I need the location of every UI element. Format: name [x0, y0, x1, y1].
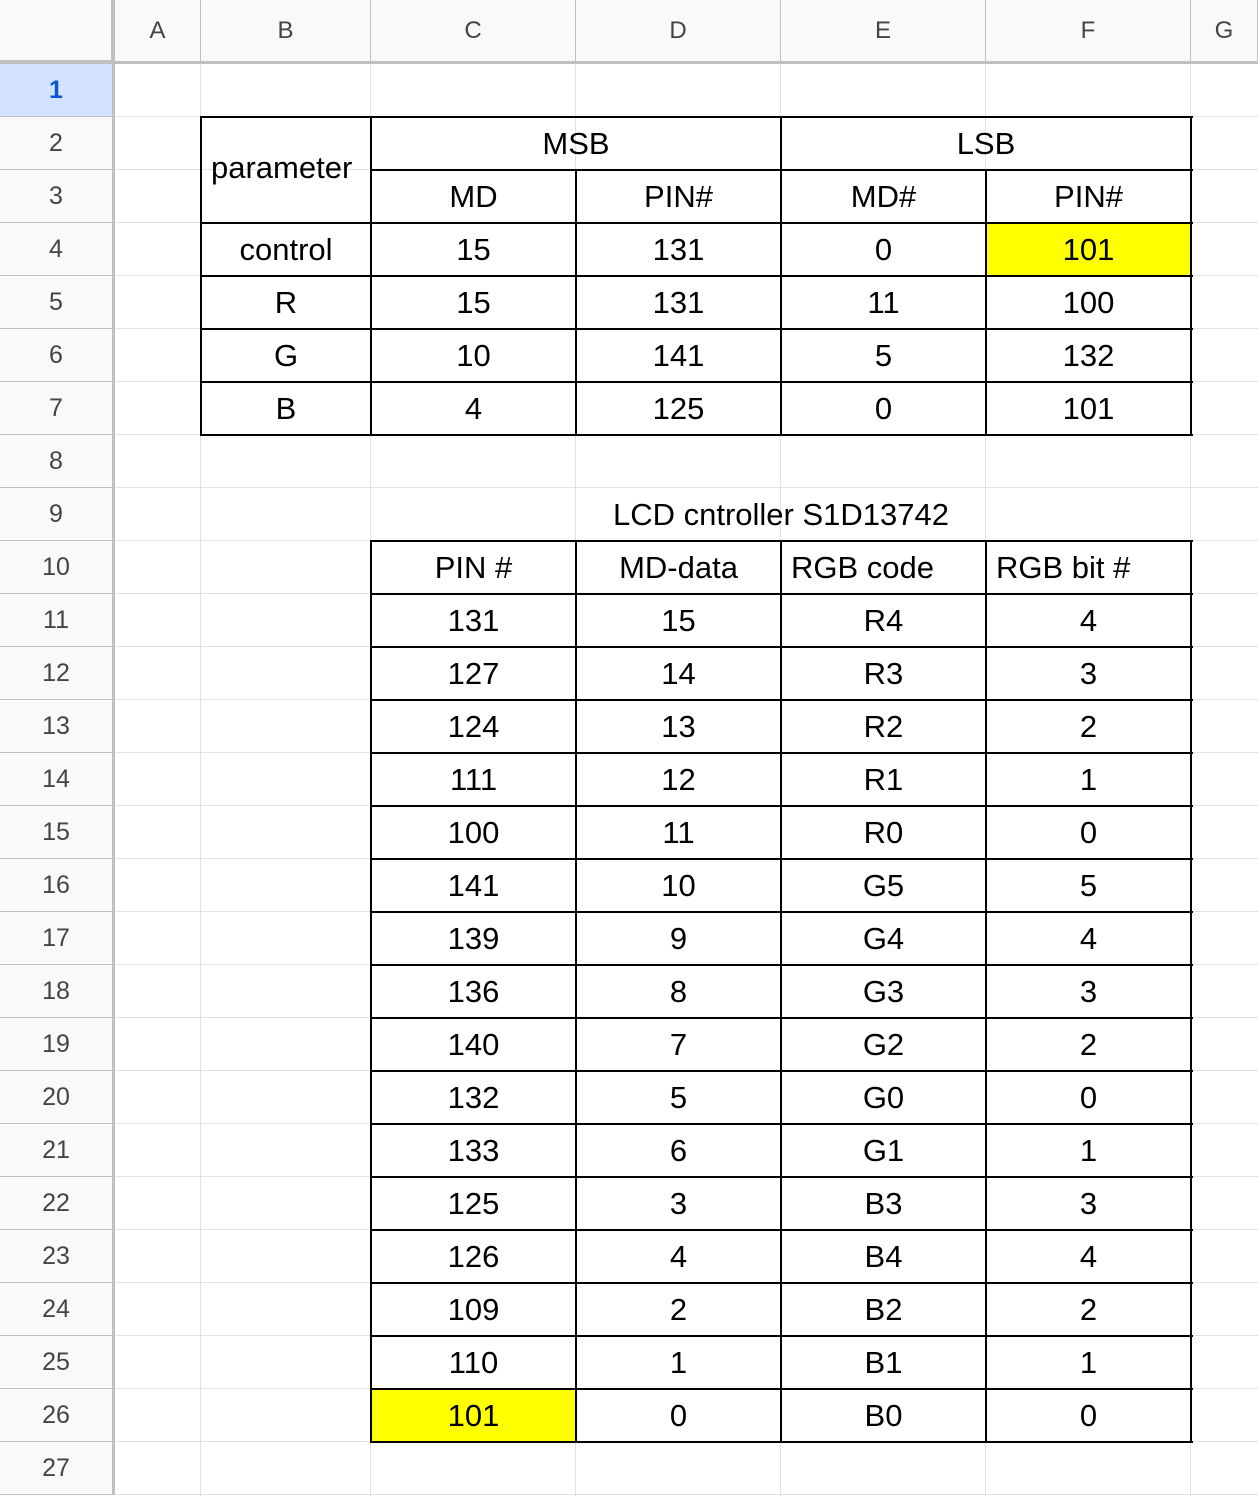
- table2-cell[interactable]: 1: [669, 1344, 688, 1380]
- row-header-5[interactable]: 5: [0, 276, 115, 329]
- table1-cell[interactable]: 4: [464, 390, 483, 426]
- table1-parameter-header[interactable]: parameter: [211, 150, 353, 185]
- table1-subheader-md[interactable]: MD: [449, 178, 498, 214]
- cell-border: [371, 1229, 1193, 1231]
- table1-subheader-pin-hash[interactable]: PIN#: [1054, 178, 1123, 214]
- row-header-24[interactable]: 24: [0, 1283, 115, 1336]
- table2-cell[interactable]: R0: [863, 814, 904, 850]
- table2-header-rgb-code[interactable]: RGB code: [791, 549, 935, 585]
- cell-border: [371, 646, 1193, 648]
- table2-cell[interactable]: 15: [661, 602, 696, 638]
- table2-cell[interactable]: 0: [1079, 1079, 1098, 1115]
- table2-cell[interactable]: 3: [669, 1185, 688, 1221]
- table2-cell[interactable]: 0: [1079, 1397, 1098, 1433]
- table2-cell[interactable]: R2: [863, 708, 904, 744]
- table2-cell[interactable]: 101: [371, 1389, 576, 1442]
- table2-cell[interactable]: 13: [661, 708, 696, 744]
- cell-border: [371, 1017, 1193, 1019]
- cell-border: [985, 169, 987, 436]
- table2-cell[interactable]: G2: [862, 1026, 905, 1062]
- cell-border: [985, 540, 987, 1443]
- cell-border: [200, 116, 202, 436]
- row-header-6[interactable]: 6: [0, 329, 115, 382]
- table2-cell[interactable]: 5: [1079, 867, 1098, 903]
- table2-header-md-data[interactable]: MD-data: [619, 549, 738, 585]
- table2-cell[interactable]: R4: [863, 602, 904, 638]
- table2-cell[interactable]: 127: [447, 655, 500, 691]
- gridline-horizontal: [115, 1494, 1258, 1495]
- select-all-corner[interactable]: [0, 0, 115, 64]
- table2-cell[interactable]: 3: [1079, 973, 1098, 1009]
- row-header-23[interactable]: 23: [0, 1230, 115, 1283]
- table2-cell[interactable]: B0: [864, 1397, 903, 1433]
- table1-cell[interactable]: 141: [652, 337, 705, 373]
- table2-cell[interactable]: 124: [447, 708, 500, 744]
- row-header-10[interactable]: 10: [0, 541, 115, 594]
- row-header-19[interactable]: 19: [0, 1018, 115, 1071]
- column-header-d[interactable]: D: [576, 0, 781, 64]
- table2-cell[interactable]: B2: [864, 1291, 903, 1327]
- table1-cell[interactable]: 0: [874, 390, 893, 426]
- row-header-11[interactable]: 11: [0, 594, 115, 647]
- table1-cell[interactable]: 15: [456, 231, 491, 267]
- table2-cell[interactable]: 12: [661, 761, 696, 797]
- table2-cell[interactable]: 110: [448, 1344, 499, 1380]
- column-header-g[interactable]: G: [1191, 0, 1258, 64]
- table1-cell[interactable]: G: [273, 337, 299, 373]
- table2-cell[interactable]: 1: [1079, 761, 1098, 797]
- cell-border: [371, 1335, 1193, 1337]
- cell-border: [780, 540, 782, 1443]
- cell-border: [371, 1123, 1193, 1125]
- table1-lsb-header[interactable]: LSB: [956, 125, 1016, 161]
- cell-border: [371, 911, 1193, 913]
- row-header-7[interactable]: 7: [0, 382, 115, 435]
- row-header-2[interactable]: 2: [0, 117, 115, 170]
- cell-border: [371, 805, 1193, 807]
- row-header-3[interactable]: 3: [0, 170, 115, 223]
- cell-border: [201, 434, 1193, 436]
- table2-cell[interactable]: G5: [862, 867, 905, 903]
- table2-cell[interactable]: 4: [1079, 1238, 1098, 1274]
- row-header-9[interactable]: 9: [0, 488, 115, 541]
- cell-border: [201, 275, 1193, 277]
- table2-cell[interactable]: 126: [447, 1238, 500, 1274]
- row-header-16[interactable]: 16: [0, 859, 115, 912]
- cell-border: [370, 540, 372, 1443]
- table1-cell[interactable]: 10: [456, 337, 491, 373]
- table2-cell[interactable]: G0: [862, 1079, 905, 1115]
- row-header-27[interactable]: 27: [0, 1442, 115, 1495]
- cell-border: [370, 116, 372, 436]
- table1-cell[interactable]: B: [275, 390, 297, 426]
- table1-subheader-pin[interactable]: PIN#: [644, 178, 713, 214]
- row-header-20[interactable]: 20: [0, 1071, 115, 1124]
- cell-border: [371, 858, 1193, 860]
- table2-cell[interactable]: 100: [447, 814, 500, 850]
- cell-border: [371, 593, 1193, 595]
- table1-cell[interactable]: 0: [874, 231, 893, 267]
- table1-cell[interactable]: 15: [456, 284, 491, 320]
- table2-cell[interactable]: 4: [1079, 920, 1098, 956]
- table2-cell[interactable]: 3: [1079, 1185, 1098, 1221]
- cell-border: [575, 540, 577, 1443]
- cell-border: [1190, 116, 1192, 436]
- table1-cell[interactable]: 100: [1062, 284, 1115, 320]
- row-header-26[interactable]: 26: [0, 1389, 115, 1442]
- table1-cell[interactable]: 101: [986, 223, 1191, 276]
- column-header-f[interactable]: F: [986, 0, 1191, 64]
- table2-cell[interactable]: 7: [669, 1026, 688, 1062]
- table2-cell[interactable]: 8: [669, 973, 688, 1009]
- table2-cell[interactable]: 4: [1079, 602, 1098, 638]
- cell-border: [371, 752, 1193, 754]
- column-header-c[interactable]: C: [371, 0, 576, 64]
- column-header-a[interactable]: A: [115, 0, 201, 64]
- table2-cell[interactable]: 131: [447, 602, 500, 638]
- table2-cell[interactable]: B4: [864, 1238, 903, 1274]
- row-header-12[interactable]: 12: [0, 647, 115, 700]
- row-header-25[interactable]: 25: [0, 1336, 115, 1389]
- cell-border: [371, 1388, 1193, 1390]
- table2-cell[interactable]: 140: [447, 1026, 500, 1062]
- table2-cell[interactable]: 136: [447, 973, 500, 1009]
- table2-header-pin[interactable]: PIN #: [434, 549, 513, 585]
- row-header-18[interactable]: 18: [0, 965, 115, 1018]
- table2-cell[interactable]: 6: [669, 1132, 688, 1168]
- cell-border: [780, 116, 782, 436]
- table2-cell[interactable]: 2: [1079, 708, 1098, 744]
- table2-cell[interactable]: G3: [862, 973, 905, 1009]
- row-header-22[interactable]: 22: [0, 1177, 115, 1230]
- table1-cell[interactable]: 125: [652, 390, 705, 426]
- table2-cell[interactable]: 132: [447, 1079, 500, 1115]
- table1-cell[interactable]: 5: [874, 337, 893, 373]
- cell-border: [575, 169, 577, 436]
- table2-cell[interactable]: 9: [669, 920, 688, 956]
- cell-border: [371, 1176, 1193, 1178]
- table1-cell[interactable]: 131: [652, 284, 705, 320]
- table2-cell[interactable]: G1: [862, 1132, 905, 1168]
- row-header-4[interactable]: 4: [0, 223, 115, 276]
- table2-cell[interactable]: R3: [863, 655, 904, 691]
- table1-cell[interactable]: 132: [1062, 337, 1115, 373]
- table2-cell[interactable]: 3: [1079, 655, 1098, 691]
- row-header-15[interactable]: 15: [0, 806, 115, 859]
- row-header-13[interactable]: 13: [0, 700, 115, 753]
- column-header-e[interactable]: E: [781, 0, 986, 64]
- table2-cell[interactable]: 4: [669, 1238, 688, 1274]
- cell-border: [201, 116, 1193, 118]
- table2-cell[interactable]: 2: [1079, 1026, 1098, 1062]
- table2-cell[interactable]: 5: [669, 1079, 688, 1115]
- table2-cell[interactable]: 125: [447, 1185, 500, 1221]
- column-header-b[interactable]: B: [201, 0, 371, 64]
- table2-cell[interactable]: 1: [1079, 1344, 1098, 1380]
- cell-border: [201, 381, 1193, 383]
- cell-border: [371, 699, 1193, 701]
- table2-cell[interactable]: 2: [669, 1291, 688, 1327]
- cell-border: [371, 540, 1193, 542]
- table1-cell[interactable]: R: [274, 284, 298, 320]
- cell-border: [371, 1282, 1193, 1284]
- table2-cell[interactable]: 0: [669, 1397, 688, 1433]
- cell-border: [1190, 540, 1192, 1443]
- table1-cell[interactable]: 11: [867, 284, 900, 320]
- table1-subheader-md-hash[interactable]: MD#: [850, 178, 917, 214]
- table2-cell[interactable]: 109: [447, 1291, 500, 1327]
- table2-cell[interactable]: 139: [447, 920, 500, 956]
- cell-border: [371, 1441, 1193, 1443]
- table2-cell[interactable]: B1: [864, 1344, 903, 1380]
- row-header-14[interactable]: 14: [0, 753, 115, 806]
- row-header-8[interactable]: 8: [0, 435, 115, 488]
- cell-border: [201, 328, 1193, 330]
- table1-cell[interactable]: 101: [1062, 390, 1115, 426]
- cell-border: [371, 964, 1193, 966]
- table1-cell[interactable]: 131: [652, 231, 705, 267]
- cell-border: [201, 222, 1193, 224]
- row-header-1[interactable]: 1: [0, 64, 115, 117]
- row-header-17[interactable]: 17: [0, 912, 115, 965]
- table2-title[interactable]: LCD cntroller S1D13742: [612, 496, 949, 532]
- cell-border: [371, 169, 1193, 171]
- table1-cell[interactable]: control: [239, 231, 333, 267]
- table2-cell[interactable]: B3: [864, 1185, 903, 1221]
- table2-cell[interactable]: 1: [1079, 1132, 1098, 1168]
- table2-header-rgb-bit[interactable]: RGB bit #: [996, 549, 1131, 585]
- table2-cell[interactable]: 133: [447, 1132, 500, 1168]
- table2-cell[interactable]: R1: [863, 761, 904, 797]
- table2-cell[interactable]: 141: [447, 867, 500, 903]
- table2-cell[interactable]: G4: [862, 920, 905, 956]
- table2-cell[interactable]: 2: [1079, 1291, 1098, 1327]
- table2-cell[interactable]: 0: [1079, 814, 1098, 850]
- table1-msb-header[interactable]: MSB: [542, 125, 610, 161]
- cell-border: [371, 1070, 1193, 1072]
- row-header-21[interactable]: 21: [0, 1124, 115, 1177]
- table2-cell[interactable]: 10: [661, 867, 696, 903]
- table2-cell[interactable]: 14: [661, 655, 696, 691]
- table2-cell[interactable]: 111: [449, 761, 498, 797]
- table2-cell[interactable]: 11: [662, 814, 695, 850]
